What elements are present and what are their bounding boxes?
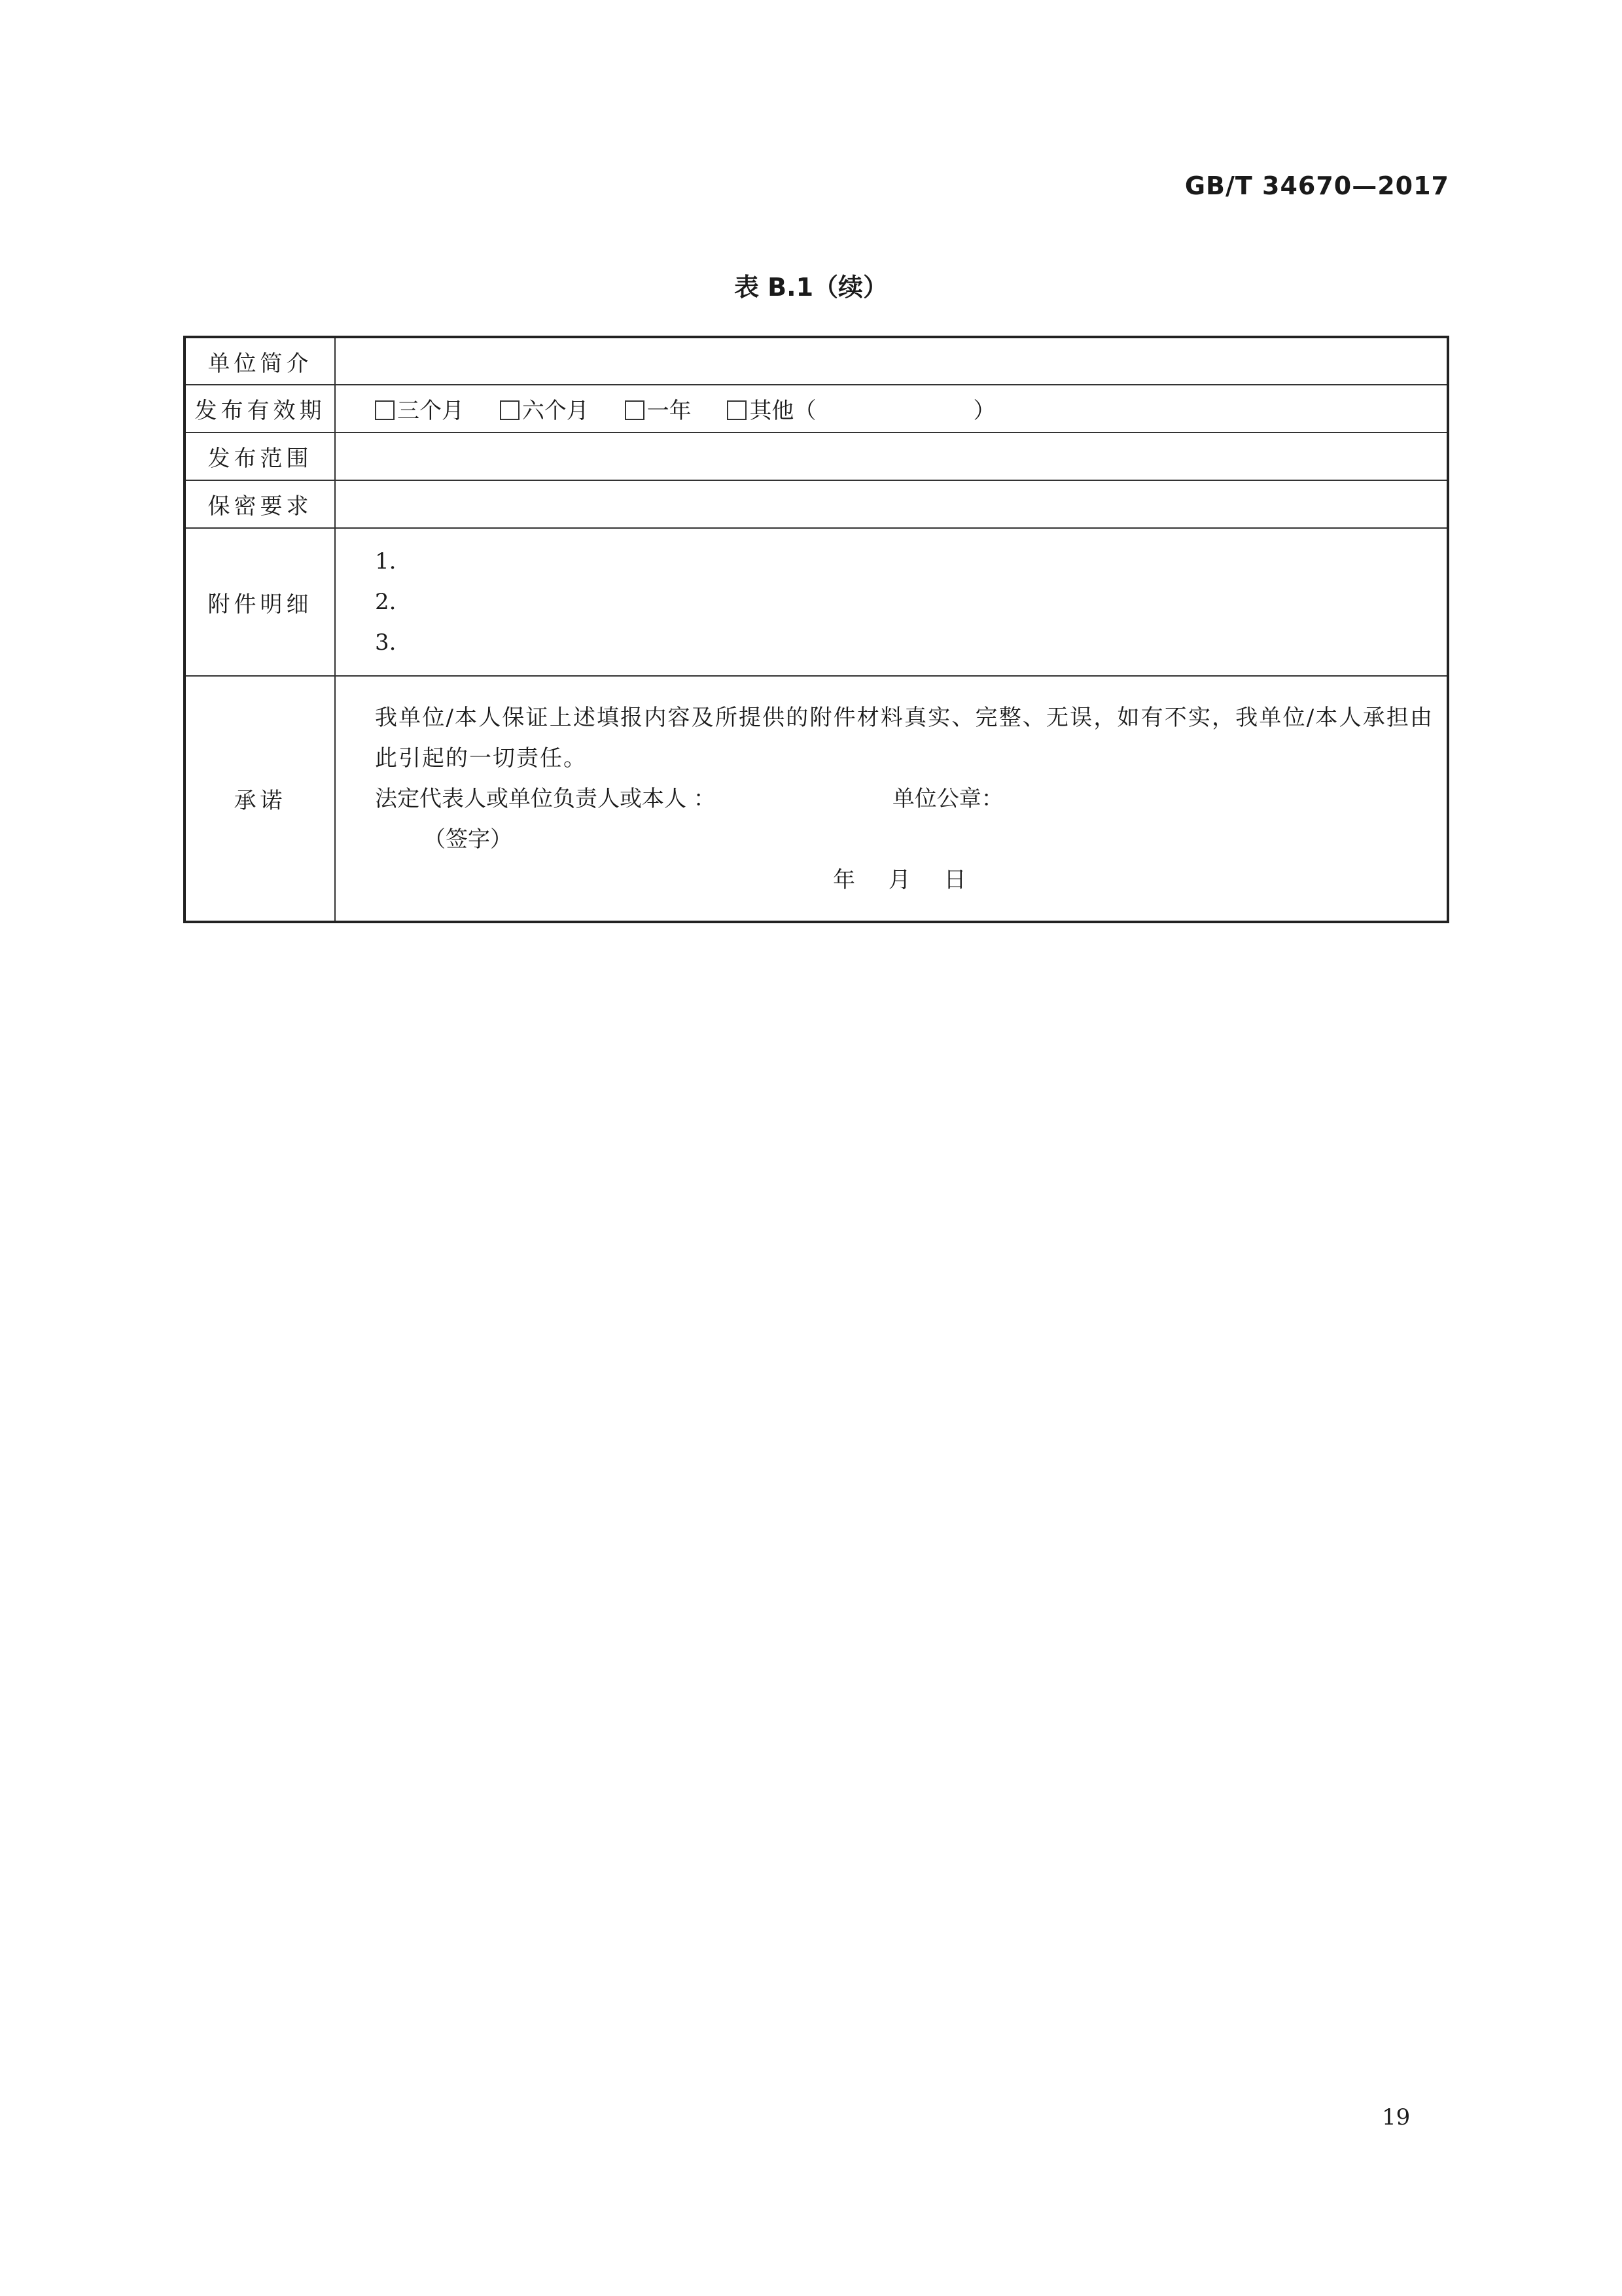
- attachment-item-2[interactable]: 2.: [375, 589, 397, 615]
- label-secrecy: 保密要求: [185, 480, 335, 528]
- attachment-item-1[interactable]: 1.: [375, 548, 397, 574]
- date-line: 年 月 日: [833, 866, 966, 893]
- option-other[interactable]: [727, 393, 995, 425]
- standard-code: GB/T 34670—2017: [1184, 171, 1449, 200]
- page-number: 19: [1382, 2104, 1411, 2130]
- option-label: 一年: [646, 398, 692, 424]
- option-label: 六个月: [521, 398, 589, 424]
- table-row: [185, 337, 1448, 385]
- option-one-year[interactable]: [625, 393, 692, 425]
- table-row: [185, 480, 1448, 528]
- label-attachments: 附件明细: [185, 528, 335, 676]
- intro-field[interactable]: [335, 337, 1448, 385]
- scope-field[interactable]: [335, 433, 1448, 480]
- checkbox-icon[interactable]: [375, 400, 395, 420]
- attachments-list: [335, 528, 1448, 676]
- option-label: 其他（: [749, 398, 817, 424]
- signer-label: 法定代表人或单位负责人或本人 ：: [375, 785, 716, 812]
- option-label: 三个月: [397, 398, 464, 424]
- table-row: [185, 528, 1448, 676]
- label-intro: 单位简介: [185, 337, 335, 385]
- checkbox-icon[interactable]: [500, 400, 520, 420]
- option-three-months[interactable]: [375, 393, 464, 425]
- close-paren: ）: [973, 398, 996, 424]
- signature-note: （签字）: [423, 826, 512, 853]
- promise-content: [335, 676, 1448, 922]
- application-form-table: [183, 336, 1449, 923]
- signature-line: [375, 779, 1447, 819]
- table-row: [185, 385, 1448, 433]
- attachment-item-3[interactable]: 3.: [375, 629, 397, 656]
- validity-options: [335, 385, 1448, 433]
- table-title: 表 B.1（续）: [733, 273, 889, 302]
- seal-label: 单位公章：: [892, 785, 1004, 812]
- label-scope: 发布范围: [185, 433, 335, 480]
- secrecy-field[interactable]: [335, 480, 1448, 528]
- table-row: [185, 433, 1448, 480]
- label-promise: 承诺: [185, 676, 335, 922]
- checkbox-icon[interactable]: [625, 400, 644, 420]
- option-six-months[interactable]: [500, 393, 589, 425]
- promise-statement: 我单位/本人保证上述填报内容及所提供的附件材料真实、完整、无误，如有不实，我单位/本人承担由此引起的一切责任。: [375, 704, 1434, 771]
- label-validity: 发布有效期: [185, 385, 335, 433]
- checkbox-icon[interactable]: [727, 400, 747, 420]
- table-row: [185, 676, 1448, 922]
